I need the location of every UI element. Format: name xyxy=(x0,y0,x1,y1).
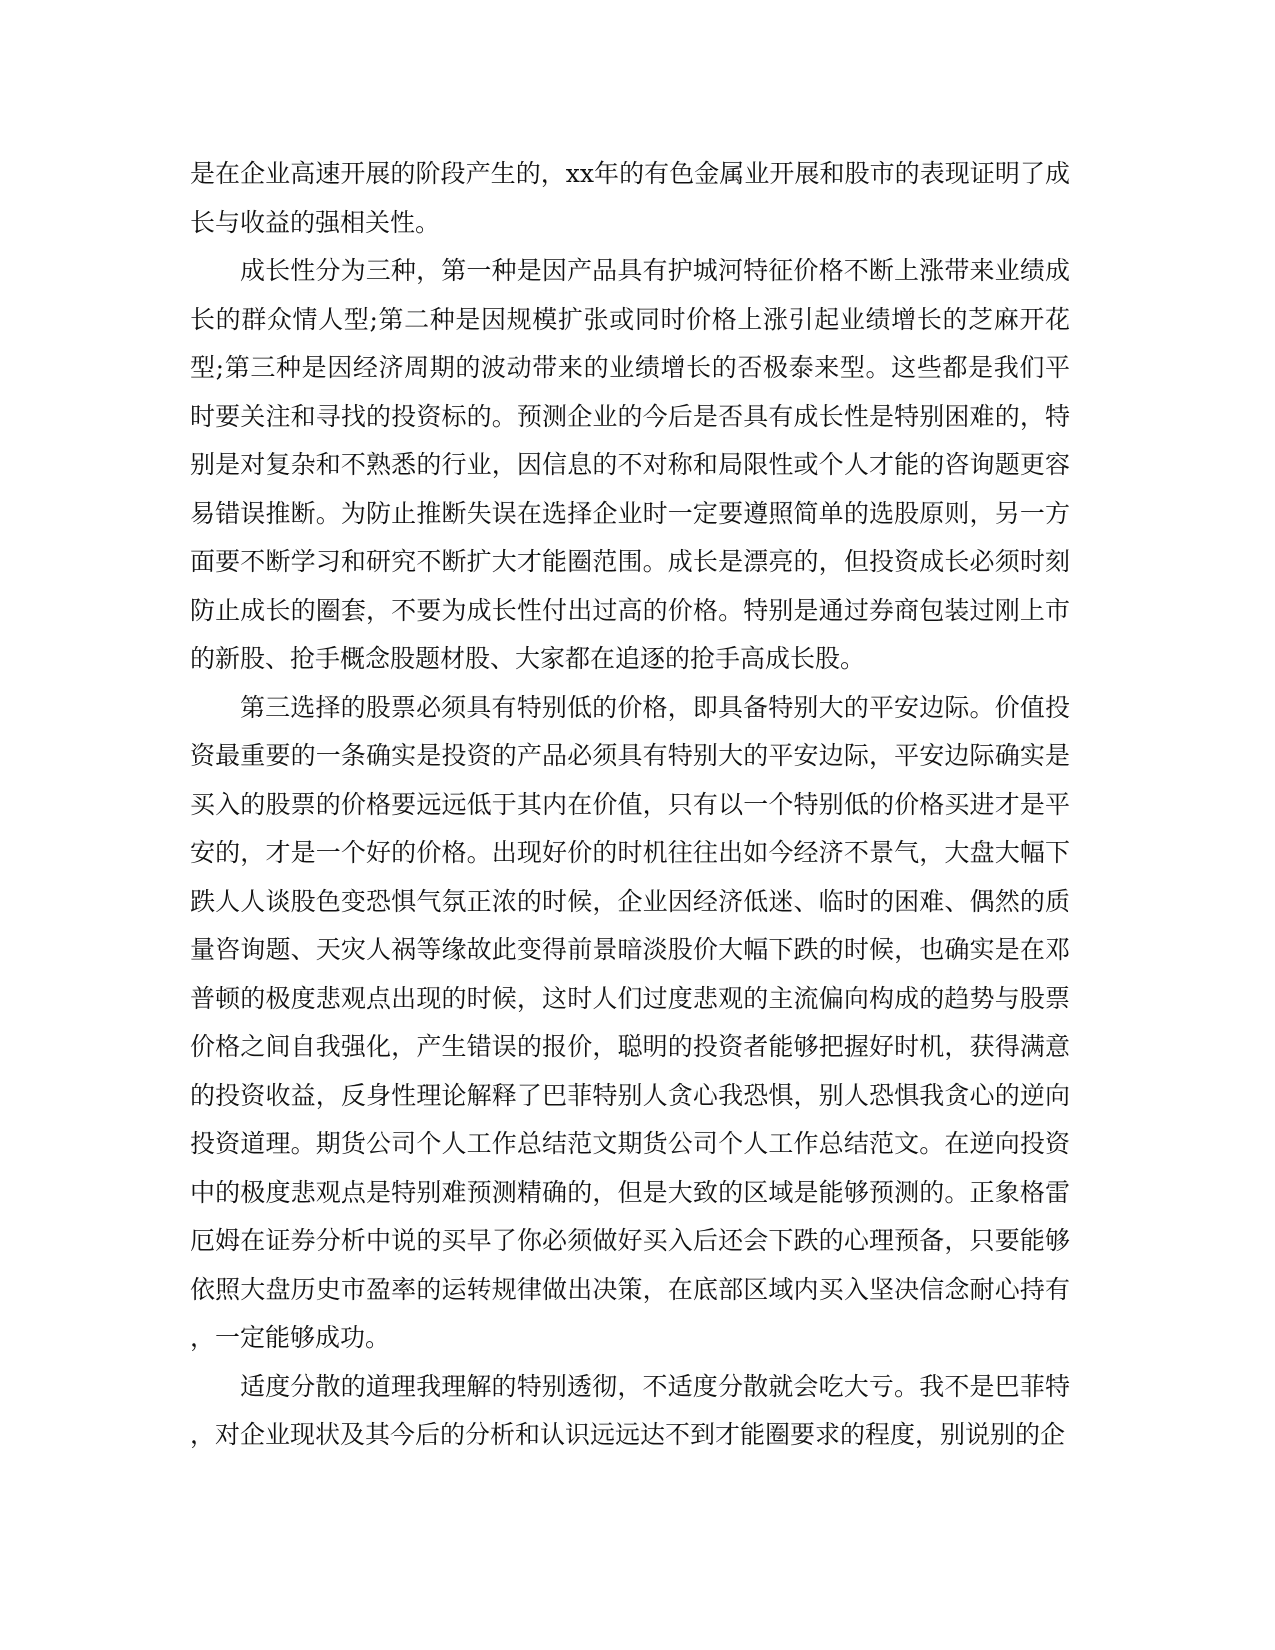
paragraph-3: 第三选择的股票必须具有特别低的价格，即具备特别大的平安边际。价值投资最重要的一条确实是投资的产品必须具有特别大的平安边际，平安边际确实是买入的股票的价格要远远低于其内在价值，只有以一个特别低的价格买进才是平安的，才是一个好的价格。出现好价的时机往往出如今经济不景气，大盘大幅下跌人人谈股色变恐惧气氛正浓的时候，企业因经济低迷、临时的困难、偶然的质量咨询题、天灾人祸等缘故此变得前景暗淡股价大幅下跌的时候，也确实是在邓普顿的极度悲观点出现的时候，这时人们过度悲观的主流偏向构成的趋势与股票价格之间自我强化，产生错误的报价，聪明的投资者能够把握好时机，获得满意的投资收益，反身性理论解释了巴菲特别人贪心我恐惧，别人恐惧我贪心的逆向投资道理。期货公司个人工作总结范文期货公司个人工作总结范文。在逆向投资中的极度悲观点是特别难预测精确的，但是大致的区域是能够预测的。正象格雷厄姆在证券分析中说的买早了你必须做好买入后还会下跌的心理预备，只要能够依照大盘历史市盈率的运转规律做出决策，在底部区域内买入坚决信念耐心持有，一定能够成功。 xyxy=(190,692,1070,1352)
paragraph-4: 适度分散的道理我理解的特别透彻，不适度分散就会吃大亏。我不是巴菲特，对企业现状及其今后的分析和认识远远达不到才能圈要求的程度，别说别的企 xyxy=(190,1371,1070,1449)
paragraph-1: 是在企业高速开展的阶段产生的，xx年的有色金属业开展和股市的表现证明了成长与收益的强相关性。 xyxy=(190,159,1070,237)
document-body xyxy=(190,150,1070,1460)
paragraph-2: 成长性分为三种，第一种是因产品具有护城河特征价格不断上涨带来业绩成长的群众情人型;第二种是因规模扩张或同时价格上涨引起业绩增长的芝麻开花型;第三种是因经济周期的波动带来的业绩增长的否极泰来型。这些都是我们平时要关注和寻找的投资标的。预测企业的今后是否具有成长性是特别困难的，特别是对复杂和不熟悉的行业，因信息的不对称和局限性或个人才能的咨询题更容易错误推断。为防止推断失误在选择企业时一定要遵照简单的选股原则，另一方面要不断学习和研究不断扩大才能圈范围。成长是漂亮的，但投资成长必须时刻防止成长的圈套，不要为成长性付出过高的价格。特别是通过券商包装过刚上市的新股、抢手概念股题材股、大家都在追逐的抢手高成长股。 xyxy=(190,256,1070,673)
